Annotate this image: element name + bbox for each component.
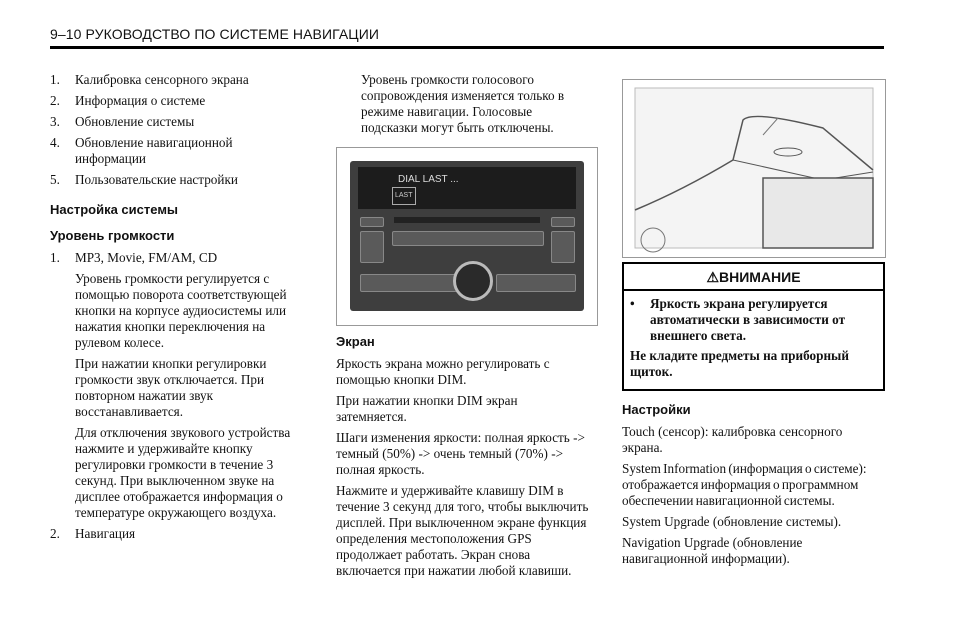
item-number: 1. <box>50 250 60 265</box>
radio-panel <box>350 161 584 311</box>
column-1 <box>50 72 315 547</box>
list-item <box>50 93 315 109</box>
seek-button[interactable] <box>360 231 384 263</box>
page-header: 9–10 РУКОВОДСТВО ПО СИСТЕМЕ НАВИГАЦИИ <box>50 26 380 42</box>
section-heading: Настройки <box>622 402 691 417</box>
tune-button[interactable] <box>551 231 575 263</box>
radio-photo <box>336 147 598 326</box>
list-item <box>50 114 315 130</box>
item-number: 3. <box>50 114 60 129</box>
display-text: DIAL LAST ... <box>398 174 459 185</box>
item-number: 5. <box>50 172 60 187</box>
load-button[interactable] <box>360 217 384 227</box>
item-text: Информация о системе <box>75 93 206 108</box>
list-item <box>50 172 315 188</box>
display-sub: LAST <box>392 187 416 205</box>
eject-button[interactable] <box>551 217 575 227</box>
paragraph: Шаги изменения яркости: полная яркость -> темный (50%) -> очень темный (70%) -> полная яркость. <box>336 430 585 477</box>
column-3 <box>622 402 887 572</box>
paragraph: Уровень громкости регулируется с помощью поворота соответствующей кнопки на корпусе аудиосистемы или нажатия кнопки переключения на рулевом колесе. <box>75 271 287 350</box>
band-buttons[interactable] <box>360 274 457 292</box>
warning-title: ⚠ВНИМАНИЕ <box>624 264 883 291</box>
paragraph: Уровень громкости голосового сопровождения изменяется только в режиме навигации. Голосовые подсказки могут быть отключены. <box>361 72 565 135</box>
warning-body <box>624 291 883 385</box>
item-number: 4. <box>50 135 60 150</box>
cd-slot <box>394 217 540 223</box>
item-text: MP3, Movie, FM/AM, CD <box>75 250 218 265</box>
paragraph: При нажатии кнопки DIM экран затемняется. <box>336 393 518 424</box>
list-item <box>50 526 315 542</box>
dashboard-drawing <box>623 80 885 257</box>
warning-note: Не кладите предметы на приборный щиток. <box>630 348 849 379</box>
preset-buttons[interactable] <box>392 231 544 246</box>
item-text: Обновление навигационной информации <box>75 135 233 166</box>
section-heading: Экран <box>336 334 375 349</box>
info-buttons[interactable] <box>496 274 576 292</box>
paragraph: Navigation Upgrade (обновление навигационной информации). <box>622 535 803 566</box>
item-text: Пользовательские настройки <box>75 172 238 187</box>
paragraph: При нажатии кнопки регулировки громкости звук отключается. При повторном нажатии звук восстанавливается. <box>75 356 267 419</box>
section-heading: Настройка системы <box>50 202 179 217</box>
column-2-intro <box>361 72 576 141</box>
item-number: 1. <box>50 72 60 87</box>
radio-display <box>358 167 576 209</box>
item-text: Навигация <box>75 526 136 541</box>
power-volume-knob[interactable] <box>453 261 493 301</box>
warning-bullet: • Яркость экрана регулируется автоматически в зависимости от внешнего света. <box>630 296 846 343</box>
paragraph: System Upgrade (обновление системы). <box>622 514 842 529</box>
item-number: 2. <box>50 93 60 108</box>
column-2 <box>336 334 601 584</box>
subsection-heading: Уровень громкости <box>50 228 175 243</box>
paragraph: Touch (сенсор): калибровка сенсорного экрана. <box>622 424 843 455</box>
list-item <box>50 250 315 266</box>
paragraph: Яркость экрана можно регулировать с помощью кнопки DIM. <box>336 356 550 387</box>
dashboard-photo <box>622 79 886 258</box>
item-text: Обновление системы <box>75 114 195 129</box>
list-item <box>50 135 255 167</box>
paragraph: Нажмите и удерживайте клавишу DIM в течение 3 секунд для того, чтобы выключить дисплей. При выключенном экране функция определения местоположения GPS продолжает работать. Экран снова включается при нажатии любой клавиши. <box>336 483 589 578</box>
bullet-text: Яркость экрана регулируется автоматически в зависимости от внешнего света. <box>650 296 846 343</box>
header-rule <box>50 46 884 49</box>
paragraph: Для отключения звукового устройства нажмите и удерживайте кнопку регулировки громкости в течение 3 секунд. При выключенном звуке на дисплее отображается информация о температуре окружающего воздуха. <box>75 425 291 520</box>
item-text: Калибровка сенсорного экрана <box>75 72 249 87</box>
item-number: 2. <box>50 526 60 541</box>
paragraph: System Information (информация о системе): отображается информация о программном обеспечении навигационной системы. <box>622 461 867 508</box>
list-item <box>50 72 315 88</box>
warning-box <box>622 262 885 391</box>
